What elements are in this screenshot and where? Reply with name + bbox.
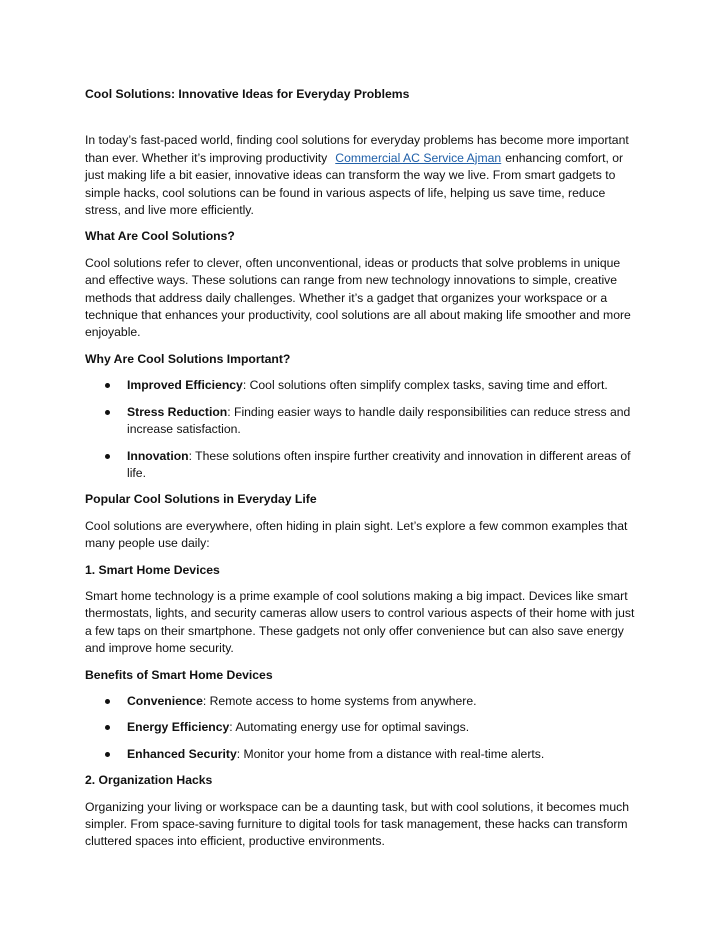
list-item-text: : Monitor your home from a distance with real-time alerts. xyxy=(236,746,545,761)
organization-heading: 2. Organization Hacks xyxy=(85,773,213,788)
list-item-text: : These solutions often inspire further creativity and innovation in different areas of life. xyxy=(127,448,631,480)
list-item xyxy=(85,404,637,439)
document-body xyxy=(85,86,637,860)
why-heading: Why Are Cool Solutions Important? xyxy=(85,351,291,366)
list-item xyxy=(85,746,637,763)
list-item xyxy=(85,448,637,483)
list-item-term: Innovation xyxy=(127,448,189,463)
list-item-text: : Cool solutions often simplify complex tasks, saving time and effort. xyxy=(242,378,608,393)
list-item-term: Energy Efficiency xyxy=(127,720,230,735)
popular-paragraph: Cool solutions are everywhere, often hiding in plain sight. Let’s explore a few common examples that many people use daily: xyxy=(85,518,628,551)
document-title: Cool Solutions: Innovative Ideas for Everyday Problems xyxy=(85,87,410,101)
intro-paragraph xyxy=(85,132,637,219)
list-item xyxy=(85,719,637,736)
benefits-heading: Benefits of Smart Home Devices xyxy=(85,667,273,682)
commercial-ac-service-link[interactable]: Commercial AC Service Ajman xyxy=(335,150,502,165)
smart-home-heading: 1. Smart Home Devices xyxy=(85,562,220,577)
list-item-text: : Finding easier ways to handle daily responsibilities can reduce stress and increase satisfaction. xyxy=(127,404,631,437)
list-item-text: : Automating energy use for optimal savings. xyxy=(229,720,470,735)
list-item-term: Convenience xyxy=(127,693,203,708)
what-paragraph: Cool solutions refer to clever, often unconventional, ideas or products that solve problems in unique and effective ways. These solutions can range from new technology innovations to simple, creative methods that address daily challenges. Whether it’s a gadget that organizes your workspace or a technique that enhances your productivity, cool solutions are all about making life smoother and more enjoyable. xyxy=(85,255,631,340)
smart-home-paragraph: Smart home technology is a prime example of cool solutions making a big impact. Devices like smart thermostats, lights, and security cameras allow users to control various aspects of their home with just a few taps on their smartphone. These gadgets not only offer convenience but can also save energy and improve home security. xyxy=(85,588,635,656)
organization-paragraph: Organizing your living or workspace can be a daunting task, but with cool solutions, it becomes much simpler. From space-saving furniture to digital tools for task management, these hacks can transform cluttered spaces into efficient, productive environments. xyxy=(85,799,629,849)
list-item-term: Stress Reduction xyxy=(127,404,228,419)
popular-heading: Popular Cool Solutions in Everyday Life xyxy=(85,492,317,507)
list-item xyxy=(85,693,637,710)
why-list xyxy=(85,377,637,482)
what-heading: What Are Cool Solutions? xyxy=(85,229,235,244)
list-item-text: : Remote access to home systems from anywhere. xyxy=(202,693,477,708)
list-item xyxy=(85,377,637,394)
intro-text-before: In today’s fast-paced world, finding cool solutions for everyday problems has become more important than ever. Whether it’s improving productivity xyxy=(85,133,629,165)
intro-text-after: enhancing comfort, or just making life a bit easier, innovative ideas can transform the way we live. From smart gadgets to simple hacks, cool solutions can be found in various aspects of life, helping us save time, reduce stress, and live more efficiently. xyxy=(85,150,624,218)
benefits-list xyxy=(85,693,637,763)
list-item-term: Enhanced Security xyxy=(127,746,237,761)
list-item-term: Improved Efficiency xyxy=(127,378,243,393)
